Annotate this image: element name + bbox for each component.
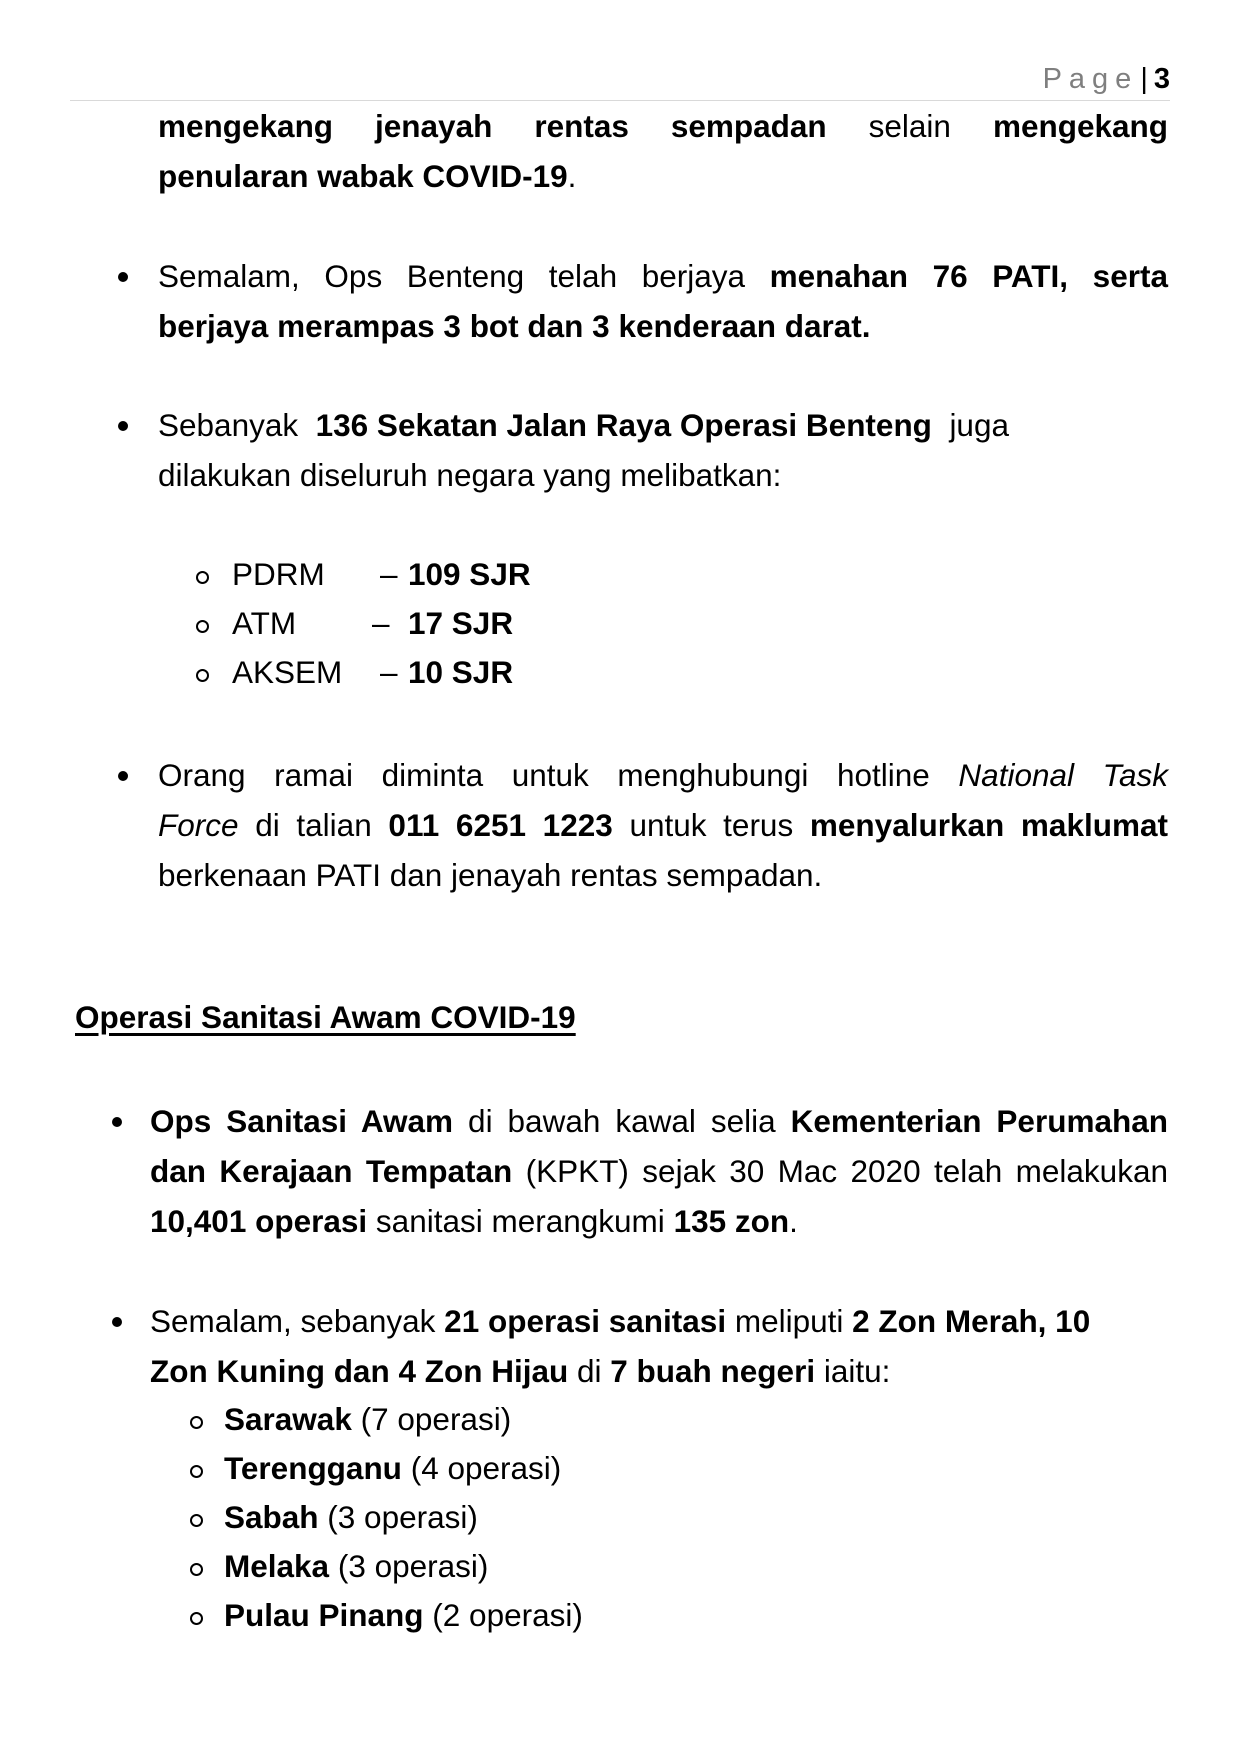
bold-text: dan Kerajaan Tempatan — [150, 1153, 513, 1189]
bold-text: 21 operasi sanitasi — [444, 1303, 727, 1339]
state-ops-count: (2 operasi) — [432, 1597, 583, 1633]
text: di — [576, 1353, 602, 1389]
agency-count: 109 SJR — [408, 556, 531, 592]
continuation-line-2 — [158, 151, 1168, 201]
bold-text: menyalurkan maklumat — [809, 807, 1168, 843]
state-ops-count: (3 operasi) — [327, 1499, 478, 1535]
bold-text: penularan wabak COVID-19 — [158, 158, 568, 194]
page-number: 3 — [1153, 63, 1170, 95]
text: . — [789, 1203, 798, 1239]
state-ops-count: (3 operasi) — [337, 1548, 489, 1584]
text: (KPKT) sejak 30 Mac 2020 telah melakukan — [525, 1153, 1168, 1189]
bold-text: Kementerian Perumahan — [790, 1103, 1168, 1139]
yesterday-line-2 — [150, 1346, 1168, 1396]
state-item — [224, 1444, 561, 1493]
bold-text: berjaya merampas 3 bot dan 3 kenderaan darat. — [158, 308, 871, 344]
state-ops-count: (4 operasi) — [410, 1450, 562, 1486]
text: Sebanyak — [158, 407, 299, 443]
state-name: Sabah — [224, 1499, 319, 1535]
page-number-label — [1043, 64, 1170, 94]
bullet-icon — [112, 1317, 122, 1327]
hotline-phone-number: 011 6251 1223 — [388, 807, 613, 843]
page-word: Page — [1042, 63, 1139, 95]
bullet-icon — [118, 421, 128, 431]
agency-name: AKSEM — [232, 654, 343, 690]
hotline-line-2 — [158, 800, 1168, 850]
text: meliputi — [734, 1303, 844, 1339]
bullet-icon — [112, 1117, 122, 1127]
state-item — [224, 1395, 511, 1444]
text: juga — [949, 407, 1009, 443]
arrests-line-1 — [158, 251, 1168, 301]
state-name: Pulau Pinang — [224, 1597, 424, 1633]
circle-bullet-icon — [190, 1416, 203, 1429]
bold-text: Ops Sanitasi Awam — [150, 1103, 454, 1139]
arrests-paragraph — [158, 251, 1168, 351]
bold-text: 2 Zon Merah, 10 — [852, 1303, 1091, 1339]
bold-text: mengekang jenayah rentas sempadan — [158, 108, 827, 144]
bullet-icon — [118, 272, 128, 282]
circle-bullet-icon — [190, 1612, 203, 1625]
bold-text: 136 Sekatan Jalan Raya Operasi Benteng — [315, 407, 932, 443]
bold-text: 135 zon — [673, 1203, 790, 1239]
arrests-line-2 — [158, 301, 1168, 351]
bold-text: Zon Kuning dan 4 Zon Hijau — [150, 1353, 569, 1389]
state-name: Sarawak — [224, 1401, 352, 1437]
agency-dash: – — [372, 605, 390, 641]
circle-bullet-icon — [190, 1563, 203, 1576]
italic-text: National Task — [958, 757, 1168, 793]
agency-count: 17 SJR — [408, 605, 514, 641]
hotline-paragraph — [158, 750, 1168, 900]
agency-name: PDRM — [232, 556, 325, 592]
hotline-line-1 — [158, 750, 1168, 800]
summary-line-3 — [150, 1196, 1168, 1246]
roadblocks-paragraph — [158, 400, 1168, 500]
text: Semalam, sebanyak — [150, 1303, 436, 1339]
agency-dash: – — [380, 654, 398, 690]
bold-text: mengekang — [992, 108, 1168, 144]
circle-bullet-icon — [196, 571, 209, 584]
state-name: Melaka — [224, 1548, 330, 1584]
sanitasi-summary-paragraph — [150, 1096, 1168, 1246]
text: selain — [868, 108, 951, 144]
italic-text: Force — [158, 807, 239, 843]
text: di talian — [255, 807, 372, 843]
state-item — [224, 1493, 478, 1542]
text: di bawah kawal selia — [468, 1103, 776, 1139]
state-name: Terengganu — [224, 1450, 402, 1486]
circle-bullet-icon — [190, 1465, 203, 1478]
page-header — [70, 60, 1170, 101]
continuation-line-1 — [158, 101, 1168, 151]
page-separator: | — [1140, 63, 1148, 95]
circle-bullet-icon — [196, 620, 209, 633]
text: iaitu: — [823, 1353, 891, 1389]
agency-dash: – — [380, 556, 398, 592]
summary-line-2 — [150, 1146, 1168, 1196]
bullet-icon — [118, 771, 128, 781]
circle-bullet-icon — [190, 1514, 203, 1527]
yesterday-line-1 — [150, 1296, 1168, 1346]
text: . — [567, 158, 577, 194]
continuation-paragraph — [158, 101, 1168, 201]
state-ops-count: (7 operasi) — [360, 1401, 512, 1437]
bold-text: menahan 76 PATI, serta — [769, 258, 1168, 294]
text: untuk terus — [629, 807, 794, 843]
agency-name: ATM — [232, 605, 297, 641]
roadblocks-line-1 — [158, 400, 1168, 450]
sanitasi-yesterday-paragraph — [150, 1296, 1168, 1396]
text: sanitasi merangkumi — [375, 1203, 665, 1239]
roadblocks-line-2: dilakukan diseluruh negara yang melibatkan: — [158, 457, 782, 493]
text: Semalam, Ops Benteng telah berjaya — [158, 258, 746, 294]
bold-text: 10,401 operasi — [150, 1203, 368, 1239]
section-heading: Operasi Sanitasi Awam COVID-19 — [75, 999, 576, 1035]
bold-text: 7 buah negeri — [610, 1353, 816, 1389]
state-item — [224, 1542, 488, 1591]
text: Orang ramai diminta untuk menghubungi hotline — [158, 757, 930, 793]
circle-bullet-icon — [196, 669, 209, 682]
agency-count: 10 SJR — [408, 654, 514, 690]
hotline-line-3: berkenaan PATI dan jenayah rentas sempadan. — [158, 857, 823, 893]
state-item — [224, 1591, 583, 1640]
summary-line-1 — [150, 1096, 1168, 1146]
